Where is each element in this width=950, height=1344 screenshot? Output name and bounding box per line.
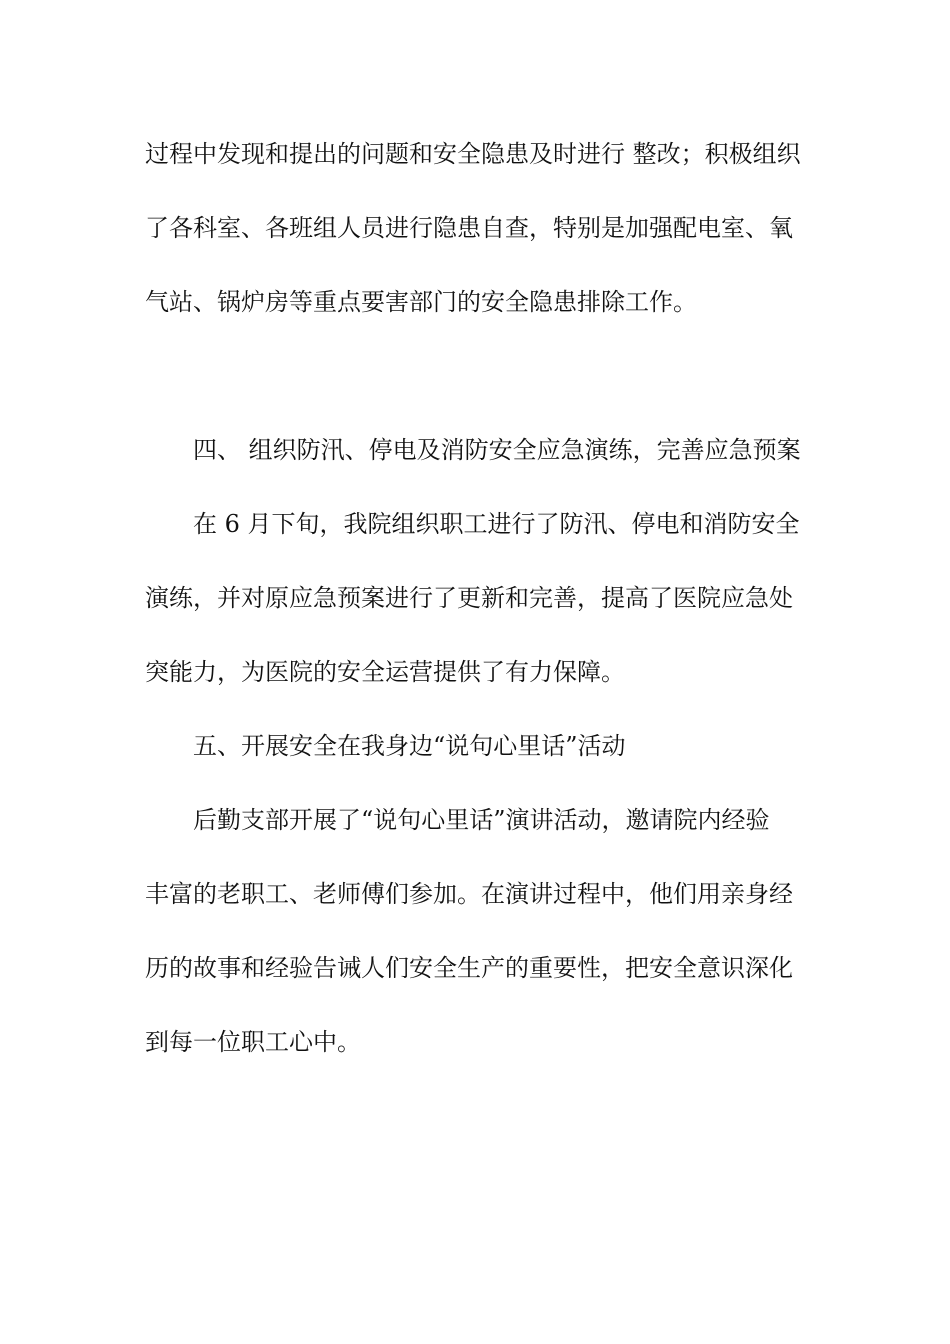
body-text-line: 过程中发现和提出的问题和安全隐患及时进行 整改；积极组织 bbox=[145, 140, 801, 168]
body-text-line: 了各科室、各班组人员进行隐患自查，特别是加强配电室、氧 bbox=[145, 214, 793, 242]
section-heading-4: 四、 组织防汛、停电及消防安全应急演练，完善应急预案 bbox=[193, 436, 801, 464]
body-text-line: 历的故事和经验告诫人们安全生产的重要性，把安全意识深化 bbox=[145, 954, 793, 982]
section-heading-5: 五、开展安全在我身边“说句心里话”活动 bbox=[193, 732, 626, 760]
body-text-line: 在 6 月下旬，我院组织职工进行了防汛、停电和消防安全 bbox=[193, 510, 800, 538]
body-text-line: 演练，并对原应急预案进行了更新和完善，提高了医院应急处 bbox=[145, 584, 793, 612]
body-text-line: 气站、锅炉房等重点要害部门的安全隐患排除工作。 bbox=[145, 288, 697, 316]
body-text-line: 丰富的老职工、老师傅们参加。在演讲过程中，他们用亲身经 bbox=[145, 880, 793, 908]
body-text-line: 突能力，为医院的安全运营提供了有力保障。 bbox=[145, 658, 625, 686]
body-text-line: 后勤支部开展了“说句心里话”演讲活动，邀请院内经验 bbox=[193, 806, 770, 834]
body-text-line: 到每一位职工心中。 bbox=[145, 1028, 361, 1056]
